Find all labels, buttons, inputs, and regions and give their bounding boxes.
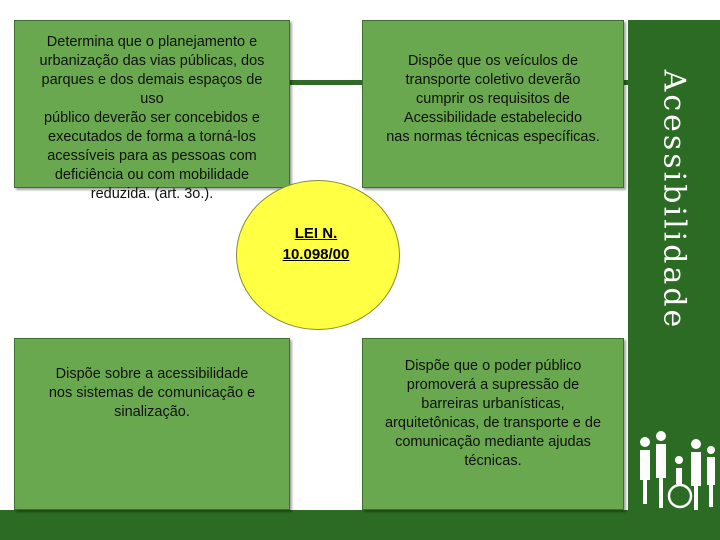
box-bottom-left-text: Dispõe sobre a acessibilidade nos sistemas de comunicação e sinalização. xyxy=(48,365,256,420)
box-bottom-left xyxy=(14,338,290,510)
box-top-right-text: Dispõe que os veículos de transporte coletivo deverão cumprir os requisitos de Acessibilidade estabelecido nas normas técnicas específicas. xyxy=(386,52,600,145)
connector-horizontal xyxy=(290,80,362,85)
box-bottom-right xyxy=(362,338,624,510)
box-top-right xyxy=(362,20,624,188)
accessibility-people-icon xyxy=(636,430,716,514)
box-top-left-text: Determina que o planejamento e urbanização das vias públicas, dos parques e dos demais espaços de uso público deverão ser concebidos e executados de forma a torná-los acessíveis para as pessoas com deficiência ou com mobilidade reduzida. (art. 3o.). xyxy=(39,33,265,202)
bottom-bar xyxy=(0,510,720,540)
side-title: Acessibilidade xyxy=(656,69,692,331)
box-bottom-right-text: Dispõe que o poder público promoverá a supressão de barreiras urbanísticas, arquitetônicas, de transporte e de comunicação mediante ajudas técnicas. xyxy=(384,358,602,469)
center-label: LEI N. 10.098/00 xyxy=(282,225,350,263)
box-top-left xyxy=(14,20,290,202)
